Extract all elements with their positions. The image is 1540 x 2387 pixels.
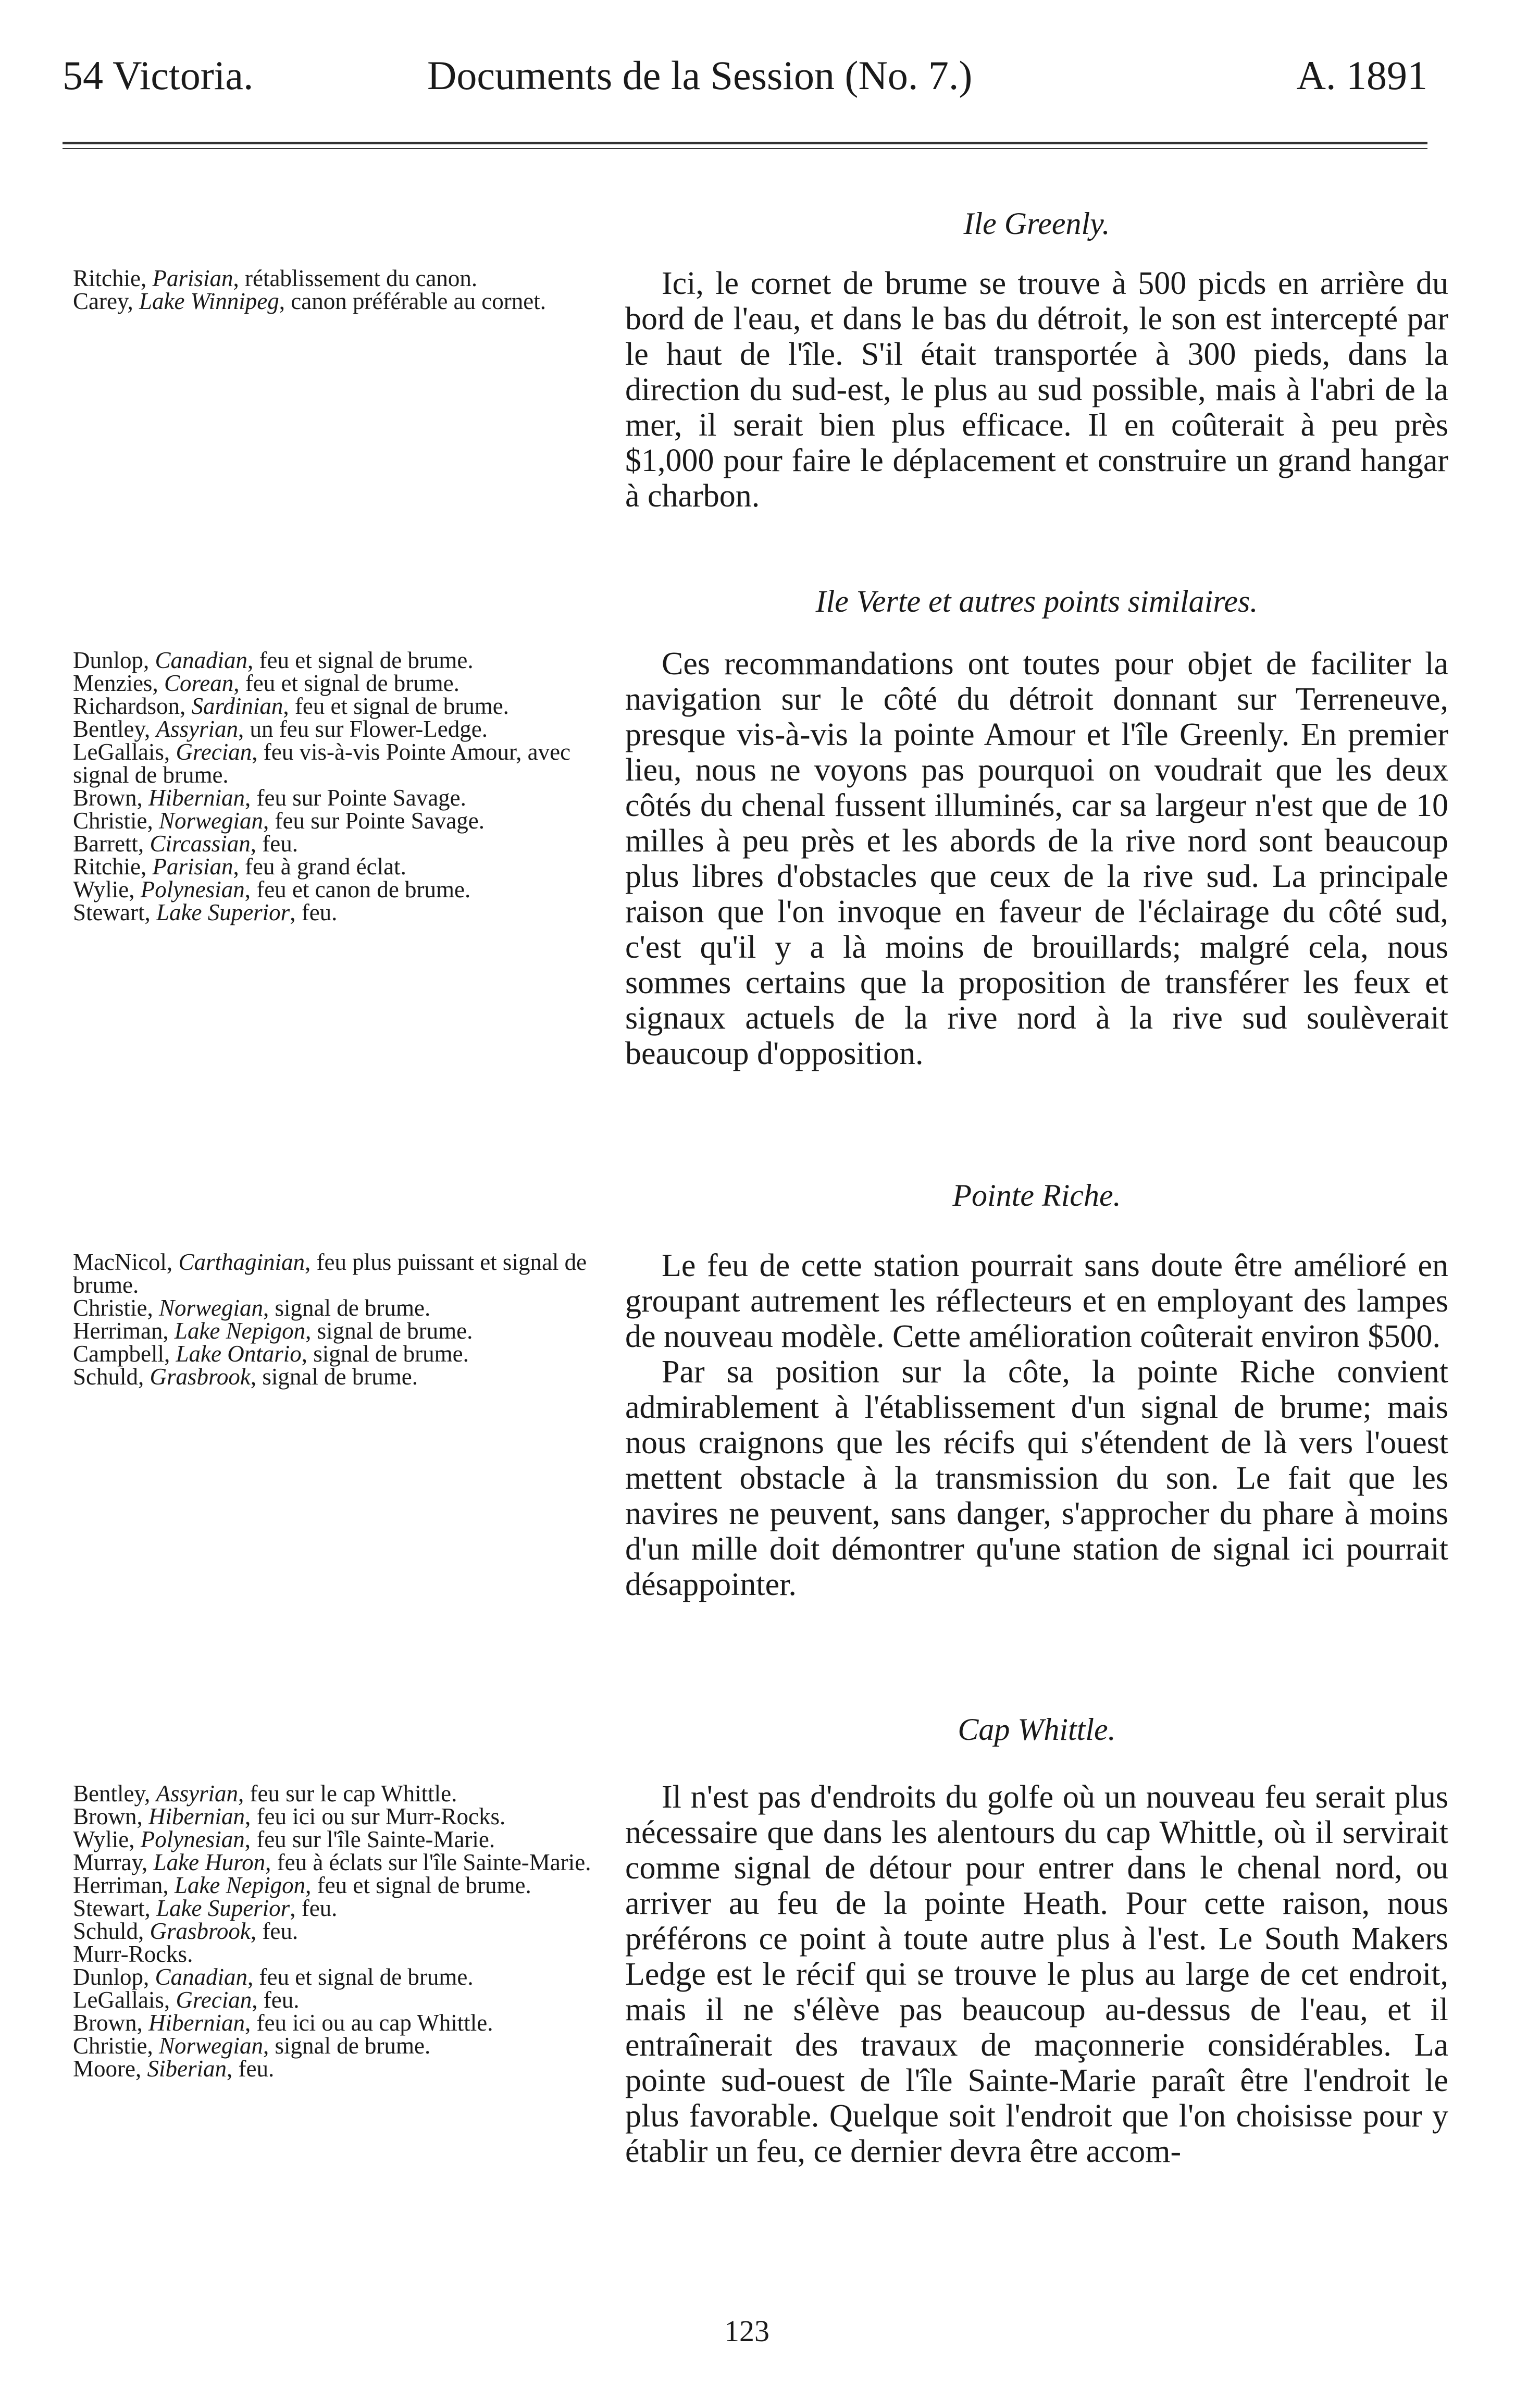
side-note: Barrett, Circassian, feu. <box>73 831 299 857</box>
side-note: Menzies, Corean, feu et signal de brume. <box>73 670 459 696</box>
section-body <box>625 646 1448 1071</box>
side-notes <box>73 1782 620 2080</box>
side-note: MacNicol, Carthaginian, feu plus puissant et signal de brume. <box>73 1249 587 1298</box>
side-note: Brown, Hibernian, feu sur Pointe Savage. <box>73 785 466 811</box>
side-note: Brown, Hibernian, feu ici ou sur Murr-Rocks. <box>73 1803 506 1829</box>
side-note: Bentley, Assyrian, feu sur le cap Whittle. <box>73 1780 457 1807</box>
page-header <box>63 47 1427 109</box>
side-note: Murr-Rocks. <box>73 1941 193 1967</box>
paragraph: Par sa position sur la côte, la pointe Riche convient admirablement à l'établissement d'un signal de brume; mais nous craignons que les récifs qui s'étendent de là vers l'ouest mettent obstacle à la transmission du son. Le fait que les navires ne peuvent, sans danger, s'approcher du phare à moins d'un mille doit démontrer qu'une station de signal ici pourrait désappointer. <box>625 1354 1448 1602</box>
page-number: 123 <box>724 2314 769 2348</box>
side-note: Ritchie, Parisian, feu à grand éclat. <box>73 854 406 880</box>
side-note: Christie, Norwegian, signal de brume. <box>73 2033 431 2059</box>
section-heading: Cap Whittle. <box>958 1712 1116 1747</box>
side-note: Wylie, Polynesian, feu et canon de brume. <box>73 876 471 902</box>
header-center: Documents de la Session (No. 7.) <box>427 53 973 98</box>
section-heading: Pointe Riche. <box>952 1178 1121 1213</box>
section-body <box>625 1248 1448 1602</box>
side-note: Herriman, Lake Nepigon, signal de brume. <box>73 1318 473 1344</box>
side-note: Campbell, Lake Ontario, signal de brume. <box>73 1341 469 1367</box>
header-left: 54 Victoria. <box>63 53 254 98</box>
side-note: Moore, Siberian, feu. <box>73 2056 275 2082</box>
side-note: LeGallais, Grecian, feu. <box>73 1987 300 2013</box>
section-body <box>625 1779 1448 2169</box>
side-notes <box>73 267 620 313</box>
side-note: Herriman, Lake Nepigon, feu et signal de brume. <box>73 1872 531 1898</box>
side-note: Wylie, Polynesian, feu sur l'île Sainte-Marie. <box>73 1826 495 1852</box>
side-note: Stewart, Lake Superior, feu. <box>73 899 338 925</box>
side-notes <box>73 649 620 924</box>
section-body <box>625 266 1448 514</box>
side-note: Christie, Norwegian, signal de brume. <box>73 1295 431 1321</box>
side-notes <box>73 1251 620 1388</box>
paragraph: Le feu de cette station pourrait sans doute être amélioré en groupant autrement les réflecteurs et en employant des lampes de nouveau modèle. Cette amélioration coûterait environ $500. <box>625 1248 1448 1354</box>
header-rule <box>63 142 1427 144</box>
header-rule-thin <box>63 148 1427 149</box>
section-heading: Ile Verte et autres points similaires. <box>815 584 1258 619</box>
side-note: Ritchie, Parisian, rétablissement du canon. <box>73 265 478 291</box>
paragraph: Ici, le cornet de brume se trouve à 500 picds en arrière du bord de l'eau, et dans le bas du détroit, le son est intercepté par le haut de l'île. S'il était transportée à 300 pieds, dans la direction du sud-est, le plus au sud possible, mais à l'abri de la mer, il serait bien plus efficace. Il en coûterait à peu près $1,000 pour faire le déplacement et construire un grand hangar à charbon. <box>625 266 1448 514</box>
side-note: Murray, Lake Huron, feu à éclats sur l'île Sainte-Marie. <box>73 1849 591 1875</box>
side-note: Christie, Norwegian, feu sur Pointe Savage. <box>73 808 485 834</box>
paragraph: Ces recommandations ont toutes pour objet de faciliter la navigation sur le côté du détroit donnant sur Terreneuve, presque vis-à-vis la pointe Amour et l'île Greenly. En premier lieu, nous ne voyons pas pourquoi on voudrait que les deux côtés du chenal fussent illuminés, car sa largeur n'est que de 10 milles à peu près et les abords de la rive nord sont beaucoup plus libres d'obstacles que ceux de la rive sud. La principale raison que l'on invoque en faveur de l'éclairage du côté sud, c'est qu'il y a là moins de brouillards; malgré cela, nous sommes certains que la proposition de transférer les feux et signaux actuels de la rive nord à la rive sud soulèverait beaucoup d'opposition. <box>625 646 1448 1071</box>
side-note: Bentley, Assyrian, un feu sur Flower-Ledge. <box>73 716 488 742</box>
side-note: Carey, Lake Winnipeg, canon préférable au cornet. <box>73 288 546 314</box>
side-note: Dunlop, Canadian, feu et signal de brume. <box>73 1964 474 1990</box>
side-note: Dunlop, Canadian, feu et signal de brume. <box>73 647 474 673</box>
side-note: Brown, Hibernian, feu ici ou au cap Whittle. <box>73 2010 493 2036</box>
side-note: Schuld, Grasbrook, signal de brume. <box>73 1364 418 1390</box>
side-note: Richardson, Sardinian, feu et signal de brume. <box>73 693 509 719</box>
side-note: LeGallais, Grecian, feu vis-à-vis Pointe Amour, avec signal de brume. <box>73 739 571 788</box>
section-heading: Ile Greenly. <box>963 206 1110 241</box>
paragraph: Il n'est pas d'endroits du golfe où un nouveau feu serait plus nécessaire que dans les alentours du cap Whittle, où il servirait comme signal de détour pour entrer dans le chenal nord, ou arriver au feu de la pointe Heath. Pour cette raison, nous préférons ce point à toute autre plus à l'est. Le South Makers Ledge est le récif qui se trouve le plus au large de cet endroit, mais il ne s'élève pas beaucoup au-dessus de l'eau, et il entraînerait des travaux de maçonnerie considérables. La pointe sud-ouest de l'île Sainte-Marie paraît être l'endroit le plus favorable. Quelque soit l'endroit que l'on choisisse pour y établir un feu, ce dernier devra être accom- <box>625 1779 1448 2169</box>
header-right: A. 1891 <box>1296 53 1427 98</box>
side-note: Stewart, Lake Superior, feu. <box>73 1895 338 1921</box>
side-note: Schuld, Grasbrook, feu. <box>73 1918 299 1944</box>
